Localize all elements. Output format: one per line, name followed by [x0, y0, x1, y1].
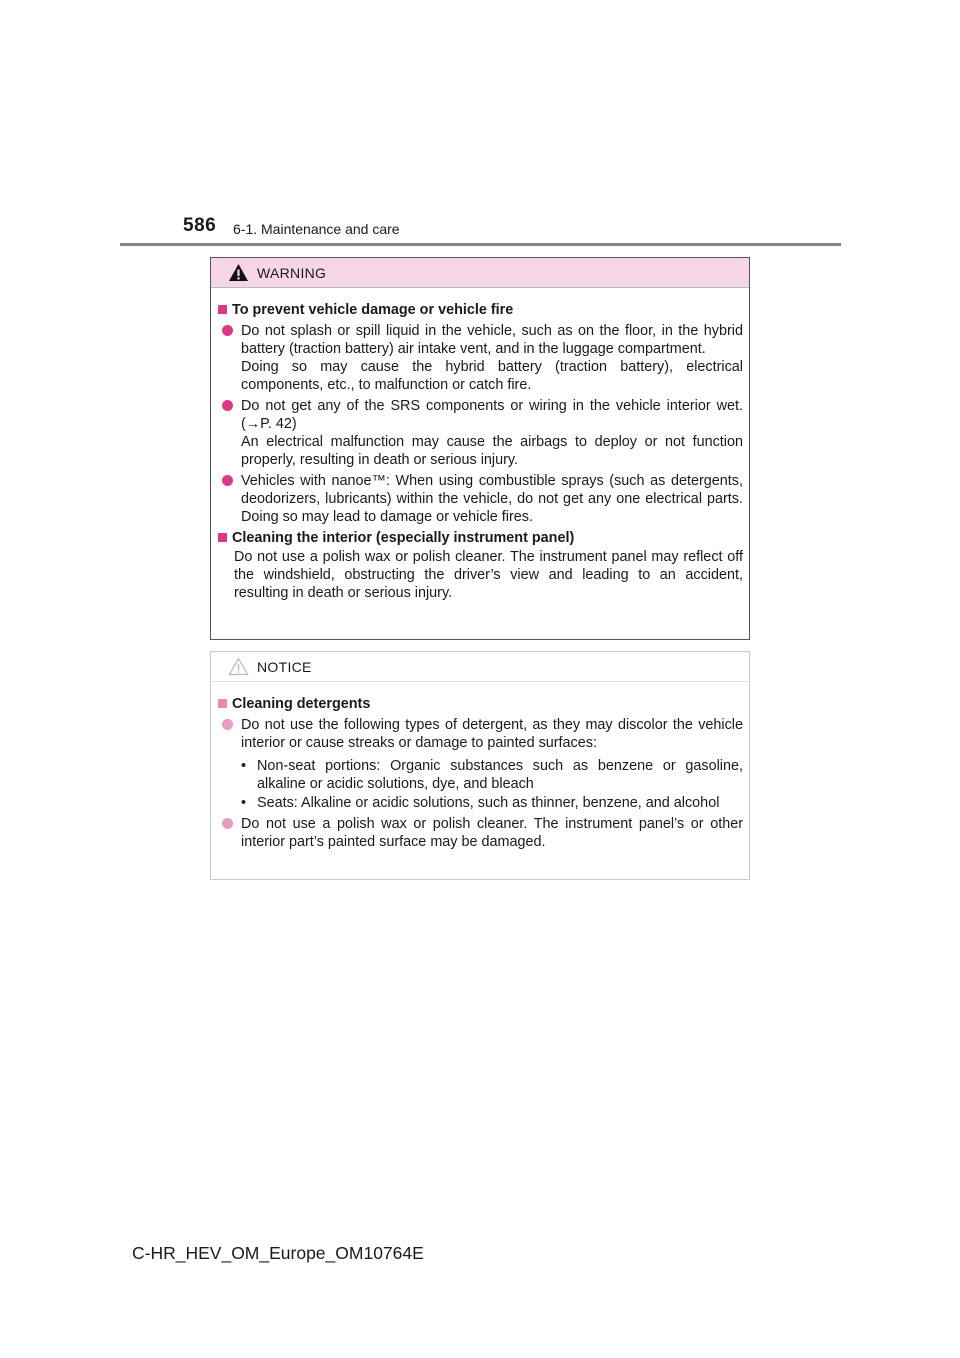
heading-text: Cleaning detergents	[232, 696, 371, 712]
list-item	[218, 815, 743, 851]
item-text: Do not use a polish wax or polish cleaner. The instrument panel’s or other interior part’s painted surface may be damaged.	[241, 816, 743, 850]
notice-label: NOTICE	[257, 658, 312, 675]
header-rule	[120, 243, 841, 246]
item-text: Do not splash or spill liquid in the vehicle, such as on the floor, in the hybrid battery (traction battery) air intake vent, and in the luggage compartment.	[241, 323, 743, 357]
square-bullet-icon	[218, 305, 227, 314]
small-bullet-icon: •	[241, 795, 247, 811]
list-item	[218, 322, 743, 394]
sub-item-text: Seats: Alkaline or acidic solutions, such as thinner, benzene, and alcohol	[257, 795, 720, 811]
item-text: Do not use the following types of detergent, as they may discolor the vehicle interior or cause streaks or damage to painted surfaces:	[241, 717, 743, 751]
document-id: C-HR_HEV_OM_Europe_OM10764E	[132, 1243, 424, 1263]
warning-triangle-icon	[228, 263, 249, 282]
paragraph: Do not use a polish wax or polish cleaner. The instrument panel may reflect off the windshield, obstructing the driver’s view and leading to an accident, resulting in death or serious injury.	[234, 549, 743, 601]
notice-box	[210, 651, 750, 880]
warning-box	[210, 257, 750, 640]
item-text: Doing so may cause the hybrid battery (traction battery), electrical components, etc., to malfunction or catch fire.	[241, 359, 743, 393]
list-item	[218, 472, 743, 526]
list-item	[218, 397, 743, 469]
square-bullet-icon	[218, 533, 227, 542]
heading-text: Cleaning the interior (especially instrument panel)	[232, 530, 575, 546]
notice-header	[211, 652, 749, 682]
page-number: 586	[183, 215, 217, 236]
sub-item-text: Non-seat portions: Organic substances such as benzene or gasoline, alkaline or acidic solutions, dye, and bleach	[257, 758, 743, 792]
small-bullet-icon: •	[241, 758, 247, 774]
section-heading	[218, 695, 743, 713]
sub-item	[241, 794, 743, 812]
section-title: 6-1. Maintenance and care	[233, 221, 400, 237]
item-text: Do not get any of the SRS components or wiring in the vehicle interior wet. (→P. 42)	[241, 398, 743, 432]
round-bullet-icon	[222, 475, 233, 486]
item-text: An electrical malfunction may cause the airbags to deploy or not function properly, resulting in death or serious injury.	[241, 434, 743, 468]
warning-label: WARNING	[257, 264, 327, 281]
item-text: Vehicles with nanoe™: When using combustible sprays (such as detergents, deodorizers, lubricants) within the vehicle, do not get any one electrical parts. Doing so may lead to damage or vehicle fires.	[241, 473, 743, 525]
square-bullet-icon	[218, 699, 227, 708]
round-bullet-icon	[222, 719, 233, 730]
section-heading	[218, 529, 743, 547]
notice-triangle-icon	[228, 657, 249, 676]
section-heading	[218, 301, 743, 319]
list-item	[218, 716, 743, 812]
round-bullet-icon	[222, 400, 233, 411]
round-bullet-icon	[222, 818, 233, 829]
warning-header	[211, 258, 749, 288]
sub-item	[241, 757, 743, 793]
notice-body	[211, 682, 749, 851]
warning-body	[211, 288, 749, 602]
round-bullet-icon	[222, 325, 233, 336]
heading-text: To prevent vehicle damage or vehicle fire	[232, 302, 514, 318]
